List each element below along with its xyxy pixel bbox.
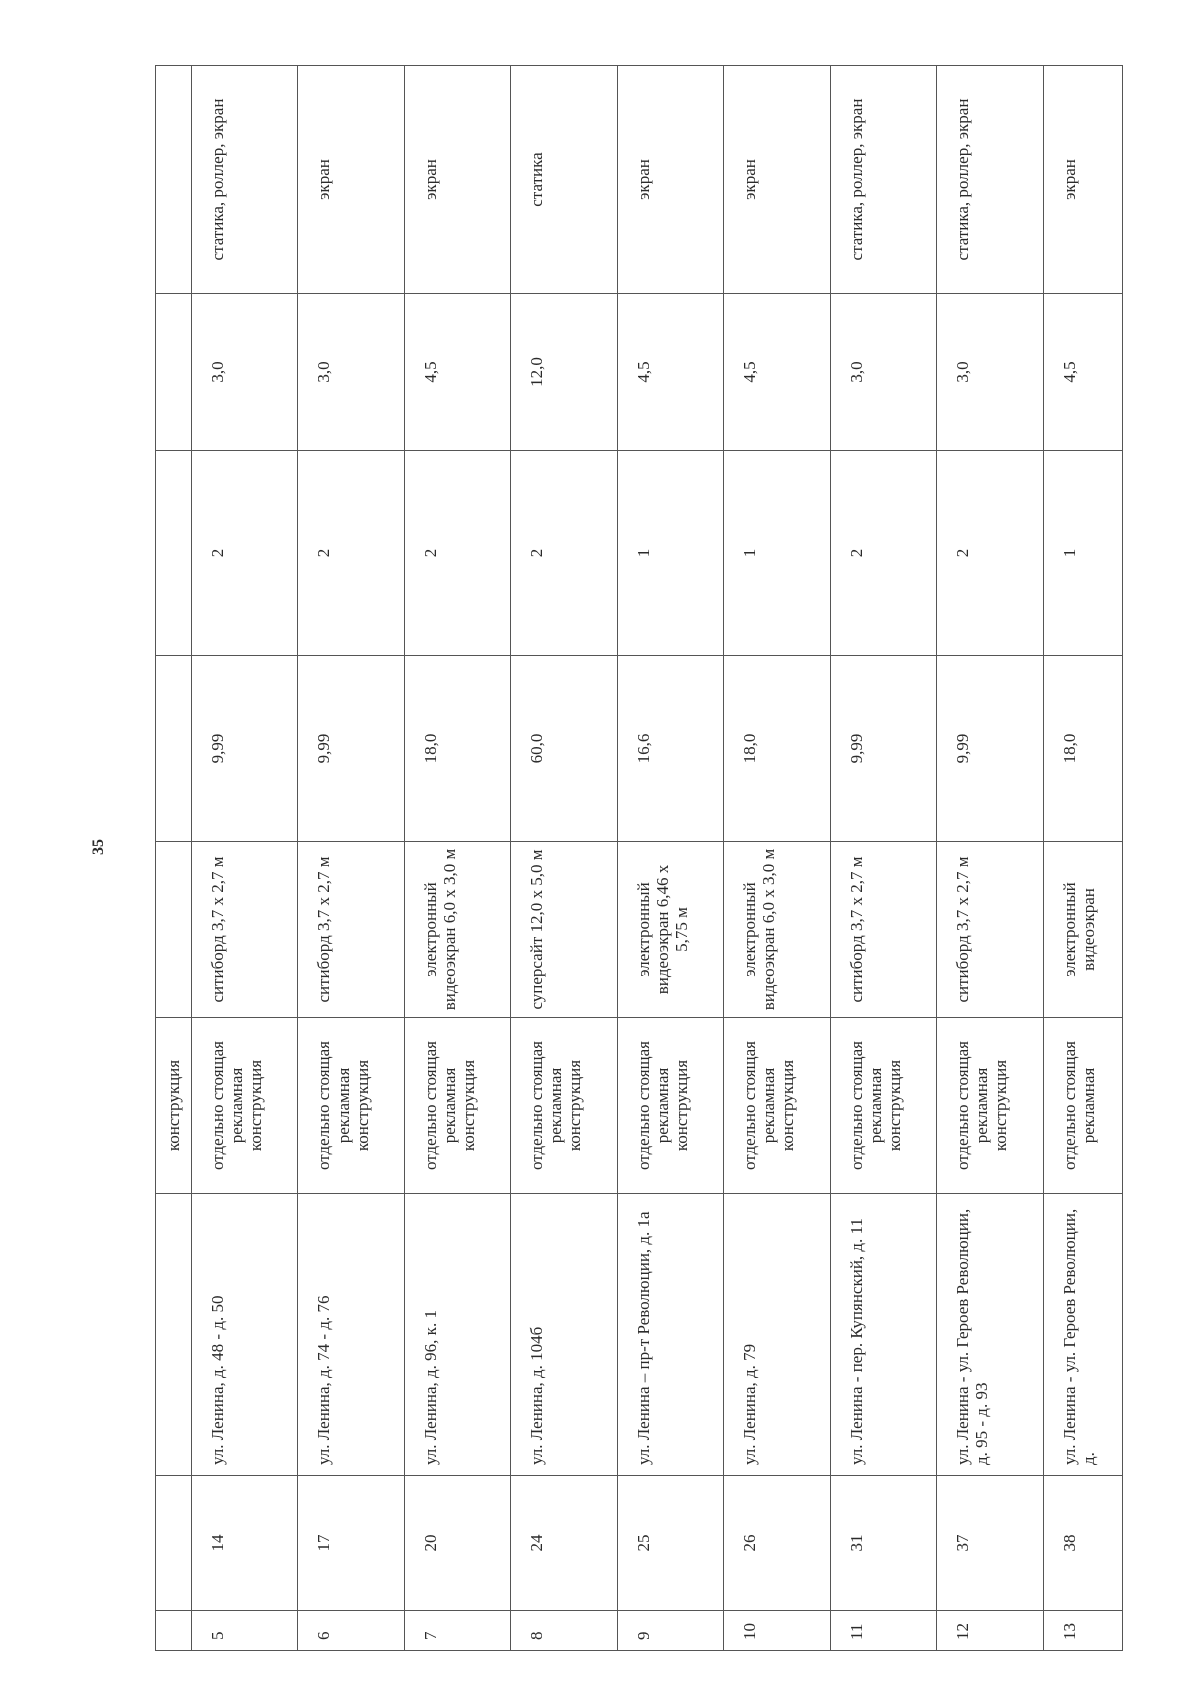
rotated-table-container [155, 66, 1123, 1651]
location-number-cell: 38 [1043, 1476, 1122, 1611]
height-cell: 3,0 [937, 294, 1043, 451]
area-cell: 9,99 [192, 656, 298, 842]
table-row [937, 66, 1043, 1651]
location-number-cell: 14 [192, 1476, 298, 1611]
address-cell: ул. Ленина, д. 79 [724, 1194, 830, 1476]
sides-cell: 1 [1043, 451, 1122, 656]
header-cell [156, 656, 192, 842]
location-number-cell: 17 [298, 1476, 404, 1611]
header-cell [156, 1194, 192, 1476]
row-number-cell: 9 [617, 1611, 723, 1651]
table-row [724, 66, 830, 1651]
structure-type-cell: отдельно стоящая рекламная конструкция [192, 1018, 298, 1194]
area-cell: 16,6 [617, 656, 723, 842]
header-cell [156, 451, 192, 656]
structure-kind-cell: ситиборд 3,7 х 2,7 м [830, 842, 936, 1018]
location-number-cell: 20 [404, 1476, 510, 1611]
area-cell: 60,0 [511, 656, 617, 842]
table-row [830, 66, 936, 1651]
sides-cell: 2 [298, 451, 404, 656]
technology-cell: экран [724, 66, 830, 294]
structure-kind-cell: электронный видеоэкран [1043, 842, 1122, 1018]
address-cell: ул. Ленина - ул. Героев Революции, д. [1043, 1194, 1122, 1476]
area-cell: 18,0 [724, 656, 830, 842]
row-number-cell: 6 [298, 1611, 404, 1651]
address-cell: ул. Ленина, д. 48 - д. 50 [192, 1194, 298, 1476]
table-row [1043, 66, 1122, 1651]
address-cell: ул. Ленина - пер. Купянский, д. 11 [830, 1194, 936, 1476]
structure-kind-cell: суперсайт 12,0 х 5,0 м [511, 842, 617, 1018]
row-number-cell: 8 [511, 1611, 617, 1651]
area-cell: 9,99 [830, 656, 936, 842]
structure-type-cell: отдельно стоящая рекламная конструкция [617, 1018, 723, 1194]
table-row [511, 66, 617, 1651]
address-cell: ул. Ленина, д. 74 - д. 76 [298, 1194, 404, 1476]
area-cell: 18,0 [404, 656, 510, 842]
technology-cell: статика, роллер, экран [937, 66, 1043, 294]
technology-cell: экран [1043, 66, 1122, 294]
address-cell: ул. Ленина - ул. Героев Революции, д. 95 - д. 93 [937, 1194, 1043, 1476]
structure-kind-cell: электронный видеоэкран 6,0 х 3,0 м [724, 842, 830, 1018]
table-row [192, 66, 298, 1651]
structure-kind-cell: ситиборд 3,7 х 2,7 м [937, 842, 1043, 1018]
technology-cell: экран [404, 66, 510, 294]
height-cell: 4,5 [1043, 294, 1122, 451]
row-number-cell: 12 [937, 1611, 1043, 1651]
structure-type-cell: отдельно стоящая рекламная конструкция [404, 1018, 510, 1194]
height-cell: 12,0 [511, 294, 617, 451]
technology-cell: статика, роллер, экран [830, 66, 936, 294]
header-cell [156, 1611, 192, 1651]
header-cell [156, 66, 192, 294]
structure-type-cell: отдельно стоящая рекламная конструкция [511, 1018, 617, 1194]
sides-cell: 2 [511, 451, 617, 656]
structure-kind-cell: ситиборд 3,7 х 2,7 м [192, 842, 298, 1018]
row-number-cell: 11 [830, 1611, 936, 1651]
sides-cell: 2 [830, 451, 936, 656]
height-cell: 4,5 [724, 294, 830, 451]
location-number-cell: 37 [937, 1476, 1043, 1611]
sides-cell: 1 [724, 451, 830, 656]
table-row [298, 66, 404, 1651]
advertising-structures-table [155, 65, 1123, 1651]
height-cell: 3,0 [298, 294, 404, 451]
structure-kind-cell: ситиборд 3,7 х 2,7 м [298, 842, 404, 1018]
table-row [404, 66, 510, 1651]
sides-cell: 2 [937, 451, 1043, 656]
header-cell-construction: конструкция [156, 1018, 192, 1194]
structure-type-cell: отдельно стоящая рекламная конструкция [830, 1018, 936, 1194]
row-number-cell: 10 [724, 1611, 830, 1651]
page-number: 35 [90, 839, 107, 855]
structure-type-cell: отдельно стоящая рекламная [1043, 1018, 1122, 1194]
location-number-cell: 26 [724, 1476, 830, 1611]
header-fragment-row [156, 66, 192, 1651]
technology-cell: экран [298, 66, 404, 294]
height-cell: 3,0 [830, 294, 936, 451]
row-number-cell: 7 [404, 1611, 510, 1651]
structure-type-cell: отдельно стоящая рекламная конструкция [937, 1018, 1043, 1194]
row-number-cell: 13 [1043, 1611, 1122, 1651]
address-cell: ул. Ленина – пр-т Революции, д. 1а [617, 1194, 723, 1476]
sides-cell: 2 [192, 451, 298, 656]
structure-type-cell: отдельно стоящая рекламная конструкция [298, 1018, 404, 1194]
height-cell: 3,0 [192, 294, 298, 451]
area-cell: 18,0 [1043, 656, 1122, 842]
header-cell [156, 842, 192, 1018]
header-cell [156, 294, 192, 451]
header-cell [156, 1476, 192, 1611]
area-cell: 9,99 [298, 656, 404, 842]
structure-type-cell: отдельно стоящая рекламная конструкция [724, 1018, 830, 1194]
height-cell: 4,5 [404, 294, 510, 451]
sides-cell: 1 [617, 451, 723, 656]
technology-cell: статика [511, 66, 617, 294]
address-cell: ул. Ленина, д. 104б [511, 1194, 617, 1476]
technology-cell: статика, роллер, экран [192, 66, 298, 294]
address-cell: ул. Ленина, д. 96, к. 1 [404, 1194, 510, 1476]
area-cell: 9,99 [937, 656, 1043, 842]
location-number-cell: 25 [617, 1476, 723, 1611]
location-number-cell: 24 [511, 1476, 617, 1611]
structure-kind-cell: электронный видеоэкран 6,0 х 3,0 м [404, 842, 510, 1018]
row-number-cell: 5 [192, 1611, 298, 1651]
technology-cell: экран [617, 66, 723, 294]
height-cell: 4,5 [617, 294, 723, 451]
location-number-cell: 31 [830, 1476, 936, 1611]
sides-cell: 2 [404, 451, 510, 656]
structure-kind-cell: электронный видеоэкран 6,46 х 5,75 м [617, 842, 723, 1018]
table-row [617, 66, 723, 1651]
